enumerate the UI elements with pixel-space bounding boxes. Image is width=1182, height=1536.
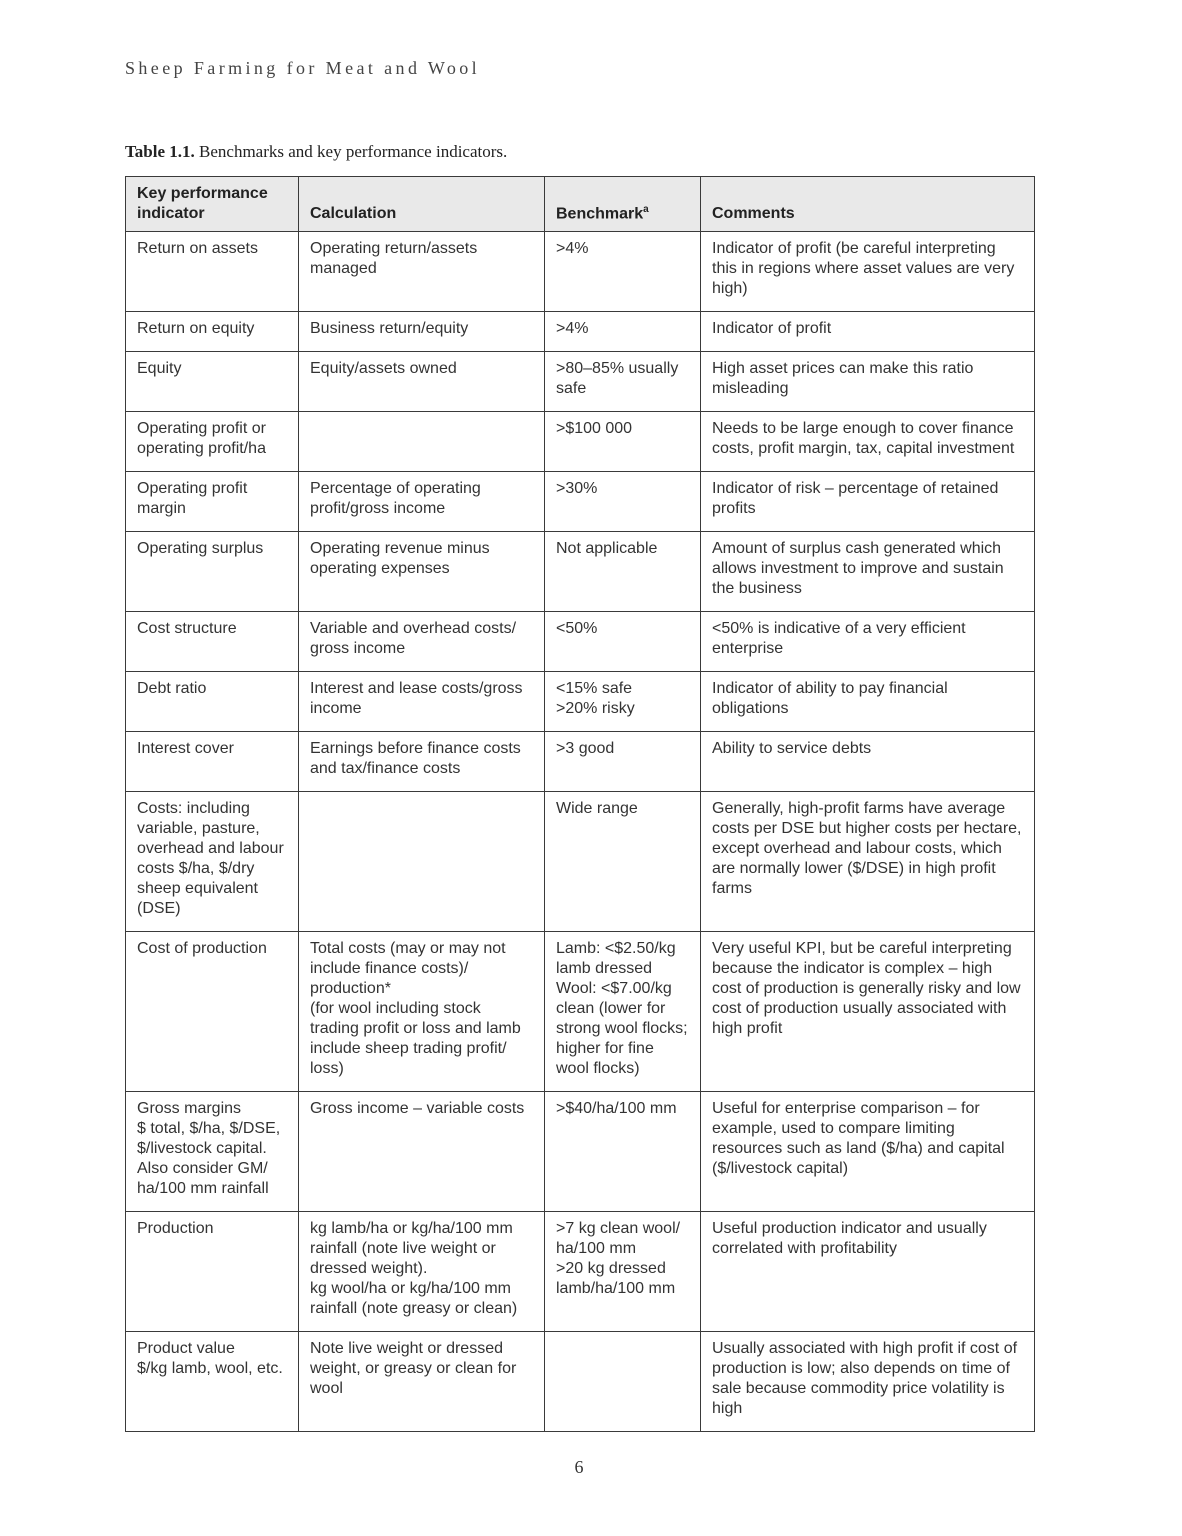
table-caption-text: Benchmarks and key performance indicators. bbox=[199, 142, 508, 161]
cell-comments: Needs to be large enough to cover finance costs, profit margin, tax, capital investment bbox=[701, 412, 1035, 472]
column-header-benchmark bbox=[545, 177, 701, 232]
table-row bbox=[126, 932, 1035, 1092]
cell-calculation: Gross income – variable costs bbox=[299, 1092, 545, 1212]
cell-calculation: kg lamb/ha or kg/ha/100 mm rainfall (note live weight or dressed weight). kg wool/ha or kg/ha/100 mm rainfall (note greasy or clean) bbox=[299, 1212, 545, 1332]
cell-comments: Useful for enterprise comparison – for example, used to compare limiting resources such as land ($/ha) and capital ($/livestock capital) bbox=[701, 1092, 1035, 1212]
cell-comments: Indicator of profit bbox=[701, 312, 1035, 352]
cell-calculation: Equity/assets owned bbox=[299, 352, 545, 412]
column-header-comments: Comments bbox=[701, 177, 1035, 232]
cell-comments: Indicator of profit (be careful interpreting this in regions where asset values are very high) bbox=[701, 232, 1035, 312]
cell-kpi: Debt ratio bbox=[126, 672, 299, 732]
cell-kpi: Operating profit or operating profit/ha bbox=[126, 412, 299, 472]
table-row bbox=[126, 1092, 1035, 1212]
cell-benchmark: >4% bbox=[545, 312, 701, 352]
table-caption bbox=[125, 142, 507, 162]
table-row bbox=[126, 672, 1035, 732]
table-row bbox=[126, 412, 1035, 472]
column-header-kpi: Key performance indicator bbox=[126, 177, 299, 232]
cell-kpi: Return on equity bbox=[126, 312, 299, 352]
cell-comments: Usually associated with high profit if cost of production is low; also depends on time of sale because commodity price volatility is high bbox=[701, 1332, 1035, 1432]
cell-kpi: Cost structure bbox=[126, 612, 299, 672]
cell-comments: Amount of surplus cash generated which allows investment to improve and sustain the business bbox=[701, 532, 1035, 612]
cell-benchmark: >30% bbox=[545, 472, 701, 532]
cell-benchmark: Lamb: <$2.50/kg lamb dressed Wool: <$7.00/kg clean (lower for strong wool flocks; higher for fine wool flocks) bbox=[545, 932, 701, 1092]
table-caption-label: Table 1.1. bbox=[125, 142, 195, 161]
table-row bbox=[126, 232, 1035, 312]
cell-benchmark: >80–85% usually safe bbox=[545, 352, 701, 412]
cell-benchmark: >3 good bbox=[545, 732, 701, 792]
cell-benchmark: <50% bbox=[545, 612, 701, 672]
cell-benchmark: Not applicable bbox=[545, 532, 701, 612]
cell-kpi: Operating surplus bbox=[126, 532, 299, 612]
cell-benchmark: >4% bbox=[545, 232, 701, 312]
cell-kpi: Production bbox=[126, 1212, 299, 1332]
cell-comments: Ability to service debts bbox=[701, 732, 1035, 792]
running-head: Sheep Farming for Meat and Wool bbox=[125, 58, 481, 78]
cell-comments: Indicator of ability to pay financial obligations bbox=[701, 672, 1035, 732]
cell-comments: <50% is indicative of a very efficient enterprise bbox=[701, 612, 1035, 672]
table-body bbox=[126, 232, 1035, 1432]
table-row bbox=[126, 1212, 1035, 1332]
cell-calculation: Percentage of operating profit/gross income bbox=[299, 472, 545, 532]
cell-benchmark: <15% safe >20% risky bbox=[545, 672, 701, 732]
cell-calculation: Variable and overhead costs/ gross income bbox=[299, 612, 545, 672]
cell-calculation: Total costs (may or may not include finance costs)/ production* (for wool including stock trading profit or loss and lamb include sheep trading profit/ loss) bbox=[299, 932, 545, 1092]
column-header-benchmark-label: Benchmark bbox=[556, 205, 644, 222]
cell-kpi: Cost of production bbox=[126, 932, 299, 1092]
cell-comments: High asset prices can make this ratio misleading bbox=[701, 352, 1035, 412]
cell-comments: Useful production indicator and usually correlated with profitability bbox=[701, 1212, 1035, 1332]
cell-calculation bbox=[299, 792, 545, 932]
table-row bbox=[126, 792, 1035, 932]
cell-calculation: Interest and lease costs/gross income bbox=[299, 672, 545, 732]
cell-calculation: Operating revenue minus operating expenses bbox=[299, 532, 545, 612]
table-header-row bbox=[126, 177, 1035, 232]
cell-calculation: Business return/equity bbox=[299, 312, 545, 352]
cell-comments: Generally, high-profit farms have average costs per DSE but higher costs per hectare, except overhead and labour costs, which are normally lower ($/DSE) in high profit farms bbox=[701, 792, 1035, 932]
kpi-table bbox=[125, 176, 1035, 1432]
cell-kpi: Return on assets bbox=[126, 232, 299, 312]
table-row bbox=[126, 472, 1035, 532]
cell-calculation: Note live weight or dressed weight, or greasy or clean for wool bbox=[299, 1332, 545, 1432]
cell-comments: Very useful KPI, but be careful interpreting because the indicator is complex – high cost of production is generally risky and low cost of production usually associated with high profit bbox=[701, 932, 1035, 1092]
table-row bbox=[126, 1332, 1035, 1432]
table-row bbox=[126, 612, 1035, 672]
cell-benchmark: >7 kg clean wool/ ha/100 mm >20 kg dressed lamb/ha/100 mm bbox=[545, 1212, 701, 1332]
table-row bbox=[126, 352, 1035, 412]
cell-kpi: Equity bbox=[126, 352, 299, 412]
column-header-calculation: Calculation bbox=[299, 177, 545, 232]
cell-benchmark: >$40/ha/100 mm bbox=[545, 1092, 701, 1212]
cell-kpi: Product value $/kg lamb, wool, etc. bbox=[126, 1332, 299, 1432]
cell-kpi: Costs: including variable, pasture, overhead and labour costs $/ha, $/dry sheep equivalent (DSE) bbox=[126, 792, 299, 932]
benchmark-footnote-marker: a bbox=[643, 203, 649, 215]
cell-kpi: Operating profit margin bbox=[126, 472, 299, 532]
table-row bbox=[126, 732, 1035, 792]
cell-kpi: Gross margins $ total, $/ha, $/DSE, $/livestock capital. Also consider GM/ ha/100 mm rainfall bbox=[126, 1092, 299, 1212]
cell-comments: Indicator of risk – percentage of retained profits bbox=[701, 472, 1035, 532]
cell-calculation: Earnings before finance costs and tax/finance costs bbox=[299, 732, 545, 792]
cell-benchmark: Wide range bbox=[545, 792, 701, 932]
cell-benchmark bbox=[545, 1332, 701, 1432]
table-row bbox=[126, 532, 1035, 612]
cell-kpi: Interest cover bbox=[126, 732, 299, 792]
cell-benchmark: >$100 000 bbox=[545, 412, 701, 472]
cell-calculation bbox=[299, 412, 545, 472]
table-row bbox=[126, 312, 1035, 352]
page-number: 6 bbox=[574, 1457, 584, 1477]
cell-calculation: Operating return/assets managed bbox=[299, 232, 545, 312]
